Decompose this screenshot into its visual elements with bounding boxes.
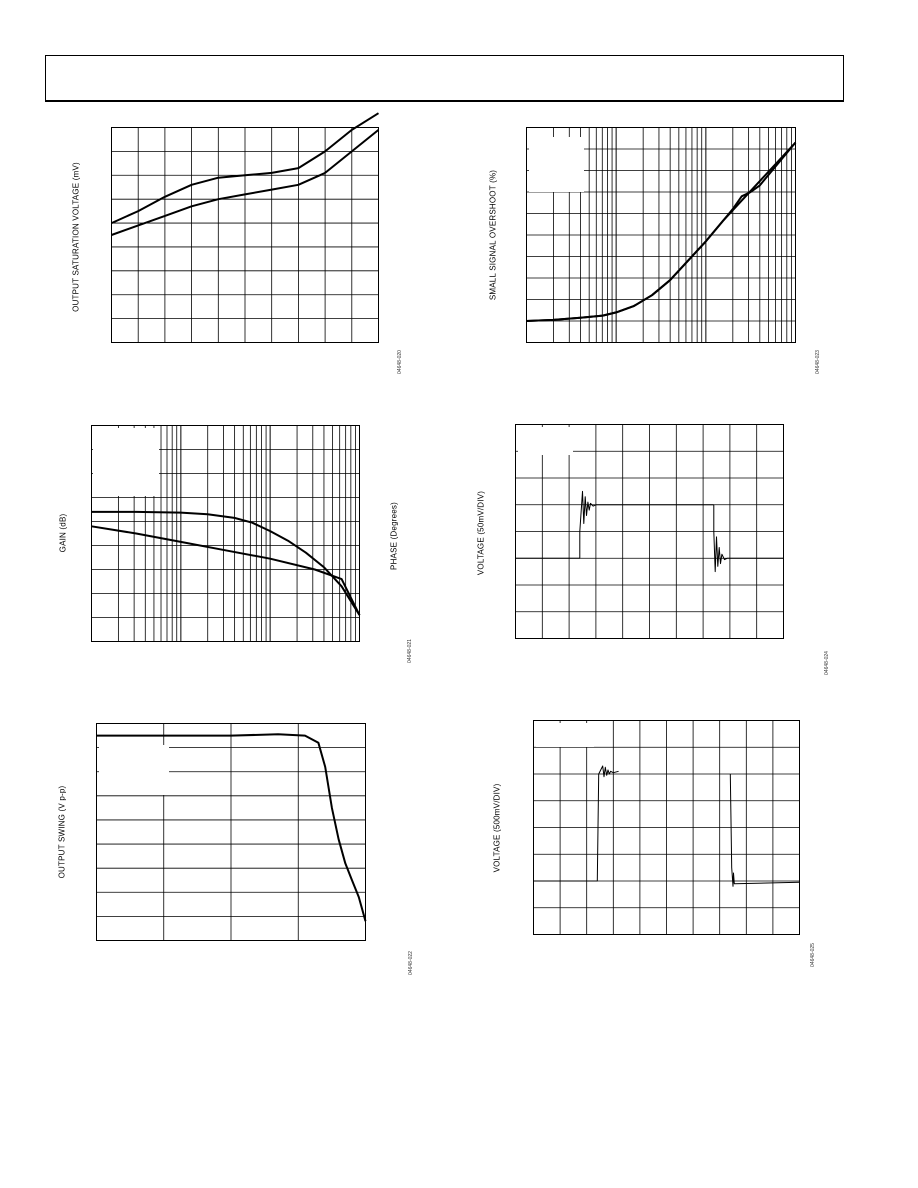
chart-6-figure-id: 04648-025 xyxy=(810,943,816,967)
chart-2-y-axis-label: SMALL SIGNAL OVERSHOOT (%) xyxy=(488,169,498,301)
chart-3-legend-area xyxy=(93,428,159,496)
chart-4-y-axis-label: VOLTAGE (50mV/DIV) xyxy=(476,490,486,576)
chart-3-plot xyxy=(91,425,360,642)
chart-3-y-axis-label: GAIN (dB) xyxy=(58,513,68,553)
chart-3-series-1 xyxy=(92,512,360,615)
chart-3-figure-id: 04648-021 xyxy=(407,639,413,663)
chart-5-figure-id: 04648-022 xyxy=(408,951,414,975)
page-header-box xyxy=(45,55,844,102)
chart-4-figure-id: 04648-024 xyxy=(824,651,830,675)
chart-6-legend-area xyxy=(536,723,594,747)
chart-6-series-2 xyxy=(730,774,799,886)
chart-4-legend-area xyxy=(518,427,573,455)
chart-2-plot xyxy=(526,127,796,343)
chart-5-plot xyxy=(96,723,366,941)
chart-6-series-1 xyxy=(534,766,619,881)
chart-2-legend-area xyxy=(529,137,584,192)
chart-6-y-axis-label: VOLTAGE (500mV/DIV) xyxy=(492,783,502,873)
chart-4-series-1 xyxy=(516,491,714,558)
chart-4-plot xyxy=(515,424,784,639)
chart-1-figure-id: 04648-020 xyxy=(397,350,403,374)
chart-5-legend-area xyxy=(99,745,169,795)
chart-6-plot xyxy=(533,720,800,935)
chart-1-y-axis-label: OUTPUT SATURATION VOLTAGE (mV) xyxy=(71,162,81,312)
chart-2-figure-id: 04648-023 xyxy=(815,350,821,374)
chart-1-plot xyxy=(111,127,379,343)
chart-3-y2-axis-label: PHASE (Degrees) xyxy=(389,502,399,570)
chart-3-series-2 xyxy=(92,526,360,615)
chart-4-series-2 xyxy=(714,505,784,572)
chart-5-y-axis-label: OUTPUT SWING (V p-p) xyxy=(57,785,67,879)
